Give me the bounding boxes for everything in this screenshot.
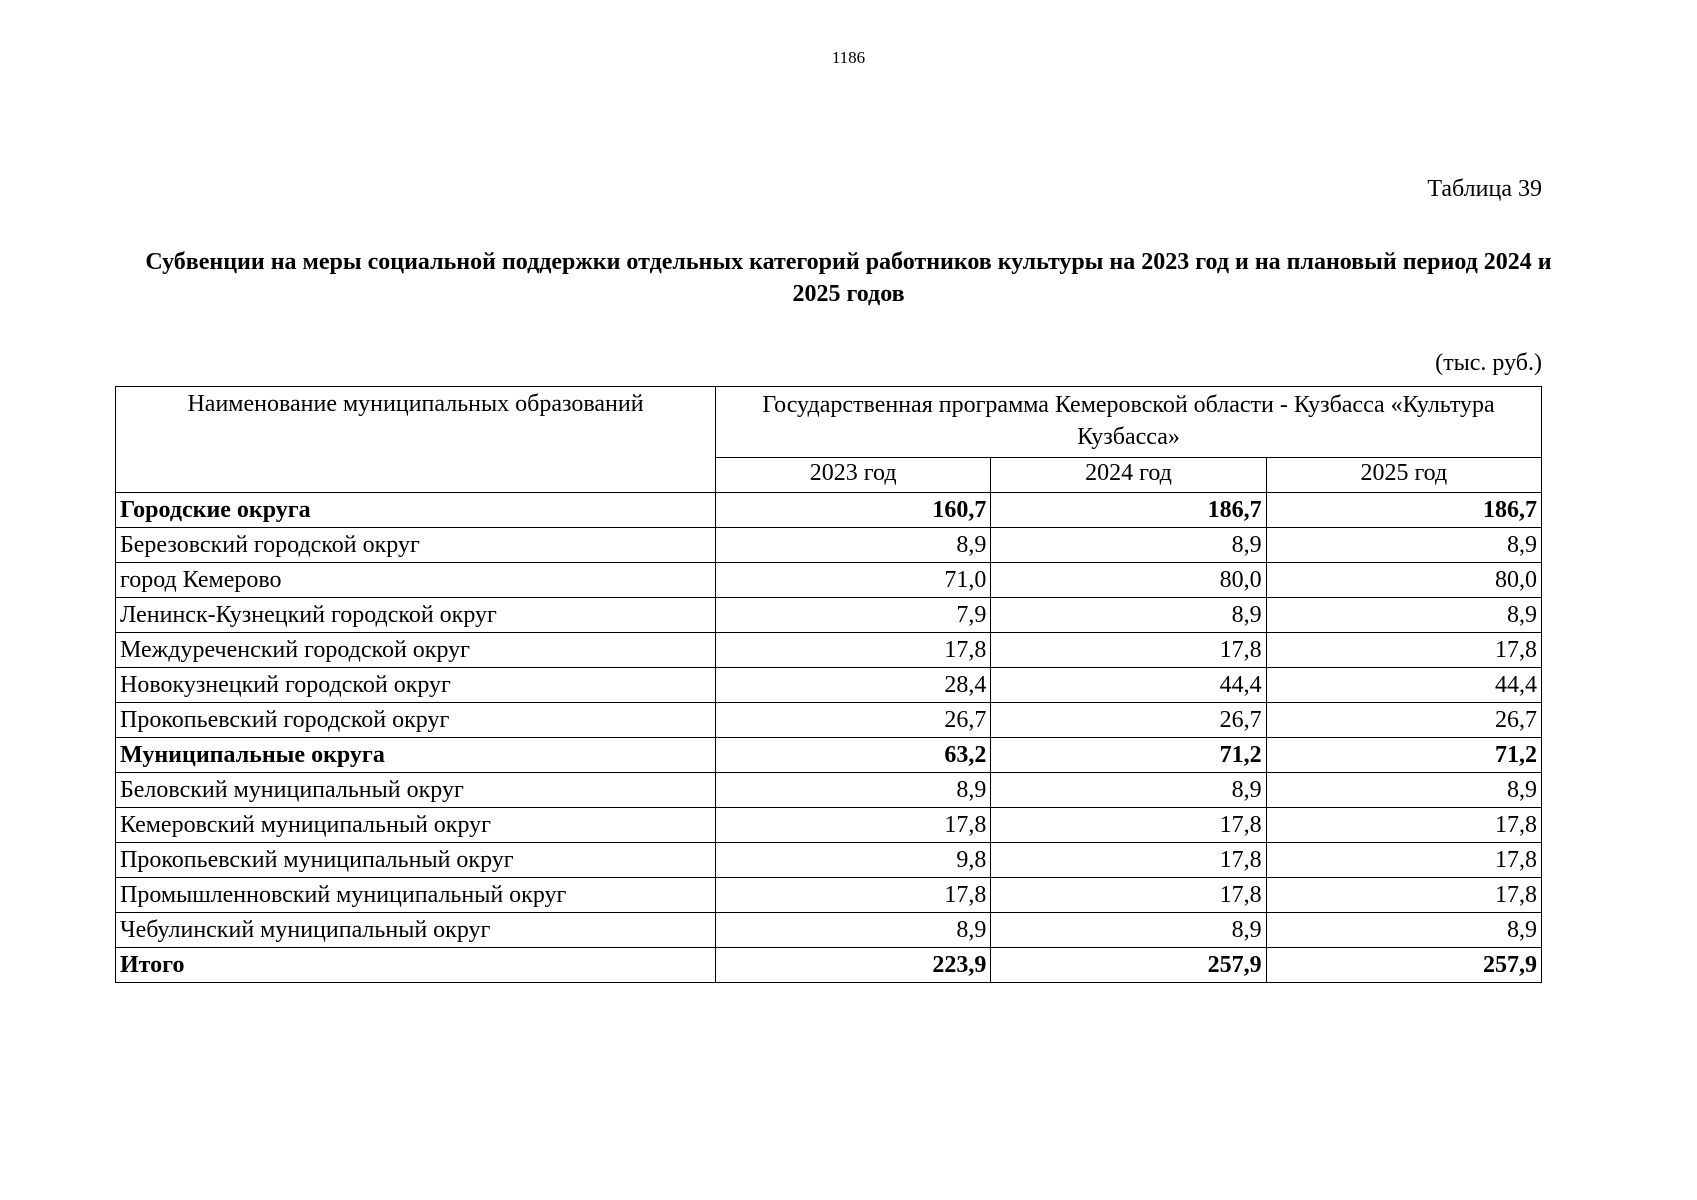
row-name: Муниципальные округа [116,738,716,773]
value-2023: 8,9 [716,913,991,948]
table-row [116,493,1542,528]
value-2025: 257,9 [1266,948,1541,983]
row-name: Прокопьевский городской округ [116,703,716,738]
value-2025: 8,9 [1266,528,1541,563]
value-2024: 8,9 [991,598,1266,633]
value-2025: 44,4 [1266,668,1541,703]
value-2023: 160,7 [716,493,991,528]
header-program: Государственная программа Кемеровской области - Кузбасса «Культура Кузбасса» [716,387,1542,458]
value-2025: 17,8 [1266,633,1541,668]
value-2024: 17,8 [991,878,1266,913]
row-name: город Кемерово [116,563,716,598]
value-2023: 17,8 [716,633,991,668]
table-body [116,493,1542,983]
table-row [116,878,1542,913]
header-year-2024: 2024 год [991,458,1266,493]
value-2025: 17,8 [1266,808,1541,843]
row-name: Междуреченский городской округ [116,633,716,668]
row-name: Городские округа [116,493,716,528]
table-label: Таблица 39 [1427,176,1542,202]
value-2025: 71,2 [1266,738,1541,773]
row-name: Чебулинский муниципальный округ [116,913,716,948]
table-row [116,528,1542,563]
table-row [116,738,1542,773]
table-row [116,563,1542,598]
table-row [116,808,1542,843]
header-year-2025: 2025 год [1266,458,1541,493]
row-name: Промышленновский муниципальный округ [116,878,716,913]
value-2024: 8,9 [991,913,1266,948]
value-2024: 8,9 [991,528,1266,563]
value-2025: 186,7 [1266,493,1541,528]
table-header-row [116,387,1542,458]
value-2023: 17,8 [716,808,991,843]
subsidies-table [115,386,1542,983]
value-2025: 8,9 [1266,913,1541,948]
row-name: Беловский муниципальный округ [116,773,716,808]
table-row [116,668,1542,703]
value-2024: 80,0 [991,563,1266,598]
document-title: Субвенции на меры социальной поддержки отдельных категорий работников культуры на 2023 год и на плановый период 2024 и 2025 годов [145,249,1552,307]
value-2025: 8,9 [1266,773,1541,808]
value-2024: 186,7 [991,493,1266,528]
header-municipality-name: Наименование муниципальных образований [116,387,716,493]
table-row [116,948,1542,983]
value-2024: 17,8 [991,633,1266,668]
value-2023: 17,8 [716,878,991,913]
row-name: Прокопьевский муниципальный округ [116,843,716,878]
header-year-2023: 2023 год [716,458,991,493]
table-row [116,598,1542,633]
value-2025: 17,8 [1266,878,1541,913]
value-2024: 17,8 [991,843,1266,878]
value-2023: 71,0 [716,563,991,598]
value-2023: 223,9 [716,948,991,983]
table-row [116,633,1542,668]
value-2023: 26,7 [716,703,991,738]
value-2024: 71,2 [991,738,1266,773]
value-2023: 28,4 [716,668,991,703]
row-name: Ленинск-Кузнецкий городской округ [116,598,716,633]
table-row [116,843,1542,878]
row-name: Березовский городской округ [116,528,716,563]
value-2023: 9,8 [716,843,991,878]
page-number: 1186 [831,48,866,67]
value-2024: 257,9 [991,948,1266,983]
value-2024: 44,4 [991,668,1266,703]
value-2025: 8,9 [1266,598,1541,633]
value-2025: 17,8 [1266,843,1541,878]
table-row [116,703,1542,738]
row-name: Итого [116,948,716,983]
units-label: (тыс. руб.) [1435,350,1542,376]
value-2024: 17,8 [991,808,1266,843]
value-2023: 63,2 [716,738,991,773]
table-row [116,913,1542,948]
value-2023: 8,9 [716,773,991,808]
value-2023: 8,9 [716,528,991,563]
value-2023: 7,9 [716,598,991,633]
value-2025: 80,0 [1266,563,1541,598]
value-2024: 8,9 [991,773,1266,808]
value-2024: 26,7 [991,703,1266,738]
table-row [116,773,1542,808]
row-name: Новокузнецкий городской округ [116,668,716,703]
value-2025: 26,7 [1266,703,1541,738]
row-name: Кемеровский муниципальный округ [116,808,716,843]
